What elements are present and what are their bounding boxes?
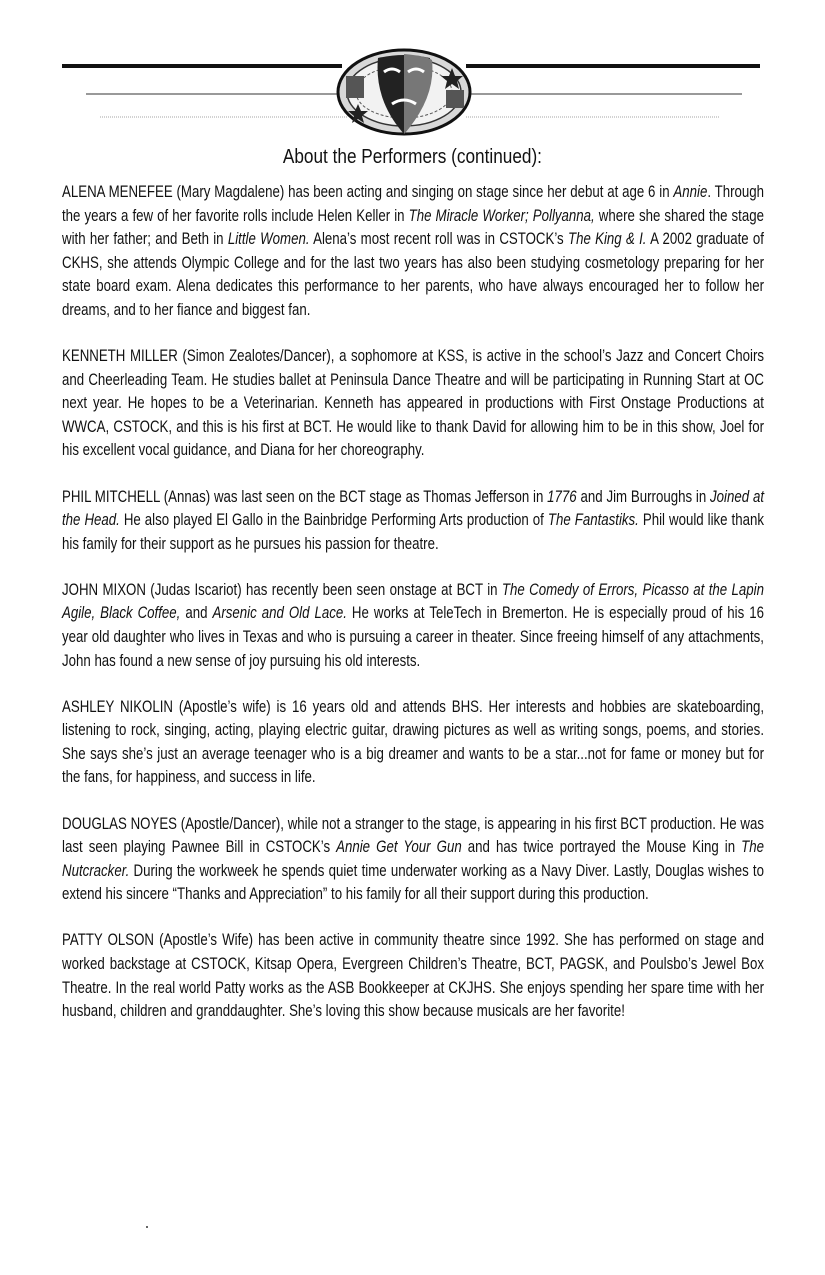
bio-text: Phil would like thank his family for their support as he pursues his passion for theatre. — [62, 510, 764, 553]
performer-name: DOUGLAS NOYES — [62, 813, 178, 833]
stray-dot — [146, 1226, 148, 1228]
bio-text: where she shared the stage with her father; and Beth in — [62, 205, 764, 249]
performer-name: JOHN MIXON — [62, 579, 146, 599]
work-title: Annie Get Your Gun — [336, 837, 462, 857]
work-title: The Fantastiks. — [547, 510, 639, 530]
performer-name: KENNETH MILLER — [62, 346, 178, 366]
page-title: About the Performers (continued): — [282, 146, 542, 168]
work-title: The Nutcracker. — [62, 837, 764, 880]
performer-bio — [62, 344, 764, 462]
work-title: Annie — [673, 182, 708, 201]
work-title: Joined at the Head. — [62, 486, 764, 530]
bio-text: Alena’s most recent roll was in CSTOCK’s — [309, 229, 568, 249]
performer-role: (Annas) — [163, 486, 211, 506]
performer-role: (Apostle’s wife) — [178, 696, 271, 716]
work-title: Black Coffee, — [100, 603, 181, 623]
bio-text: He works at TeleTech in Bremerton. He is especially proud of his 16 year old daughter who lives in Texas and who is pursuing a career in theater. Since freeing himself of any attachments, John has found a new sense of joy pursuing his old interests. — [62, 603, 765, 670]
work-title: Arsenic and Old Lace. — [212, 603, 347, 623]
performer-role: (Judas Iscariot) — [150, 579, 242, 599]
bio-text: He also played El Gallo in the Bainbridge Performing Arts production of — [119, 510, 548, 530]
performer-role: (Apostle/Dancer) — [180, 813, 281, 833]
bio-text: During the workweek he spends quiet time underwater working as a Navy Diver. Lastly, Douglas wishes to extend his sincere “Thanks and Appreciation” to his family for all their support during this production. — [62, 860, 764, 904]
bio-text: is 16 years old and attends BHS. Her interests and hobbies are skateboarding, listening to rock, singing, acting, playing electric guitar, drawing pictures as well as writing songs, poems, and stories. She says she’s just an average teenager who is a big dreamer and wants to be a star...not for fame or money but for the fans, for happiness, and success in life. — [62, 696, 765, 787]
bio-text: and Jim Burroughs in — [576, 486, 711, 506]
performer-bio — [62, 928, 764, 1022]
bio-text: , a sophomore at KSS, is active in the school’s Jazz and Concert Choirs and Cheerleading Team. He studies ballet at Peninsula Dance Theatre and will be participating in Running Start at OC next year. He hopes to be a Veterinarian. Kenneth has appeared in productions with First Onstage Productions at WWCA, CSTOCK, and this is his first at BCT. He would like to thank David for allowing him to be in this show, Joel for his excellent vocal guidance, and Diana for her choreography. — [62, 346, 764, 460]
performer-bio — [62, 812, 764, 906]
header-ornament — [0, 0, 825, 150]
bio-text: has recently been seen onstage at BCT in — [241, 579, 502, 599]
performer-name: ALENA MENEFEE — [62, 182, 173, 201]
bio-text: has been acting and singing on stage since her debut at age 6 in — [284, 182, 674, 201]
performer-name: PHIL MITCHELL — [62, 486, 160, 506]
work-title: The King & I. — [567, 229, 647, 249]
work-title: Pollyanna, — [532, 205, 595, 225]
performer-role: (Simon Zealotes/Dancer) — [182, 346, 331, 366]
bio-text: A 2002 graduate of CKHS, she attends Olympic College and for the last two years has also been studying cosmetology preparing for her state board exam. Alena dedicates this performance to her parents, who have always encouraged her to follow her dreams, and to her fiance and biggest fan. — [62, 229, 764, 319]
performer-bio — [62, 578, 764, 672]
performer-bios — [62, 180, 764, 1023]
performer-role: (Apostle’s Wife) — [159, 930, 254, 950]
performer-name: PATTY OLSON — [62, 930, 155, 950]
performer-bio — [62, 695, 764, 789]
theatre-masks-logo — [338, 50, 470, 134]
bio-text: . Through the years a few of her favorite rolls include Helen Keller in — [62, 182, 764, 225]
work-title: 1776 — [547, 486, 577, 506]
work-title: The Comedy of Errors, Picasso at the Lapin Agile, — [62, 579, 764, 623]
bio-text: and — [180, 603, 213, 623]
bio-text: , while not a stranger to the stage, is appearing in his first BCT production. He was last seen playing Pawnee Bill in CSTOCK’s — [62, 813, 764, 857]
bio-text: has been active in community theatre since 1992. She has performed on stage and worked backstage at CSTOCK, Kitsap Opera, Evergreen Children’s Theatre, BCT, PAGSK, and Poulsbo’s Jewel Box Theatre. In the real world Patty works as the ASB Bookkeeper at CKJHS. She enjoys spending her spare time with her husband, children and granddaughter. She’s loving this show because musicals are her favorite! — [62, 930, 765, 1021]
bio-text: and has twice portrayed the Mouse King in — [461, 837, 742, 857]
performer-name: ASHLEY NIKOLIN — [62, 696, 174, 716]
bio-text: was last seen on the BCT stage as Thomas Jefferson in — [210, 486, 548, 506]
performer-bio — [62, 180, 764, 322]
work-title: Little Women. — [227, 229, 310, 249]
work-title: The Miracle Worker; — [408, 205, 529, 225]
performer-role: (Mary Magdalene) — [176, 182, 285, 201]
performer-bio — [62, 485, 764, 556]
